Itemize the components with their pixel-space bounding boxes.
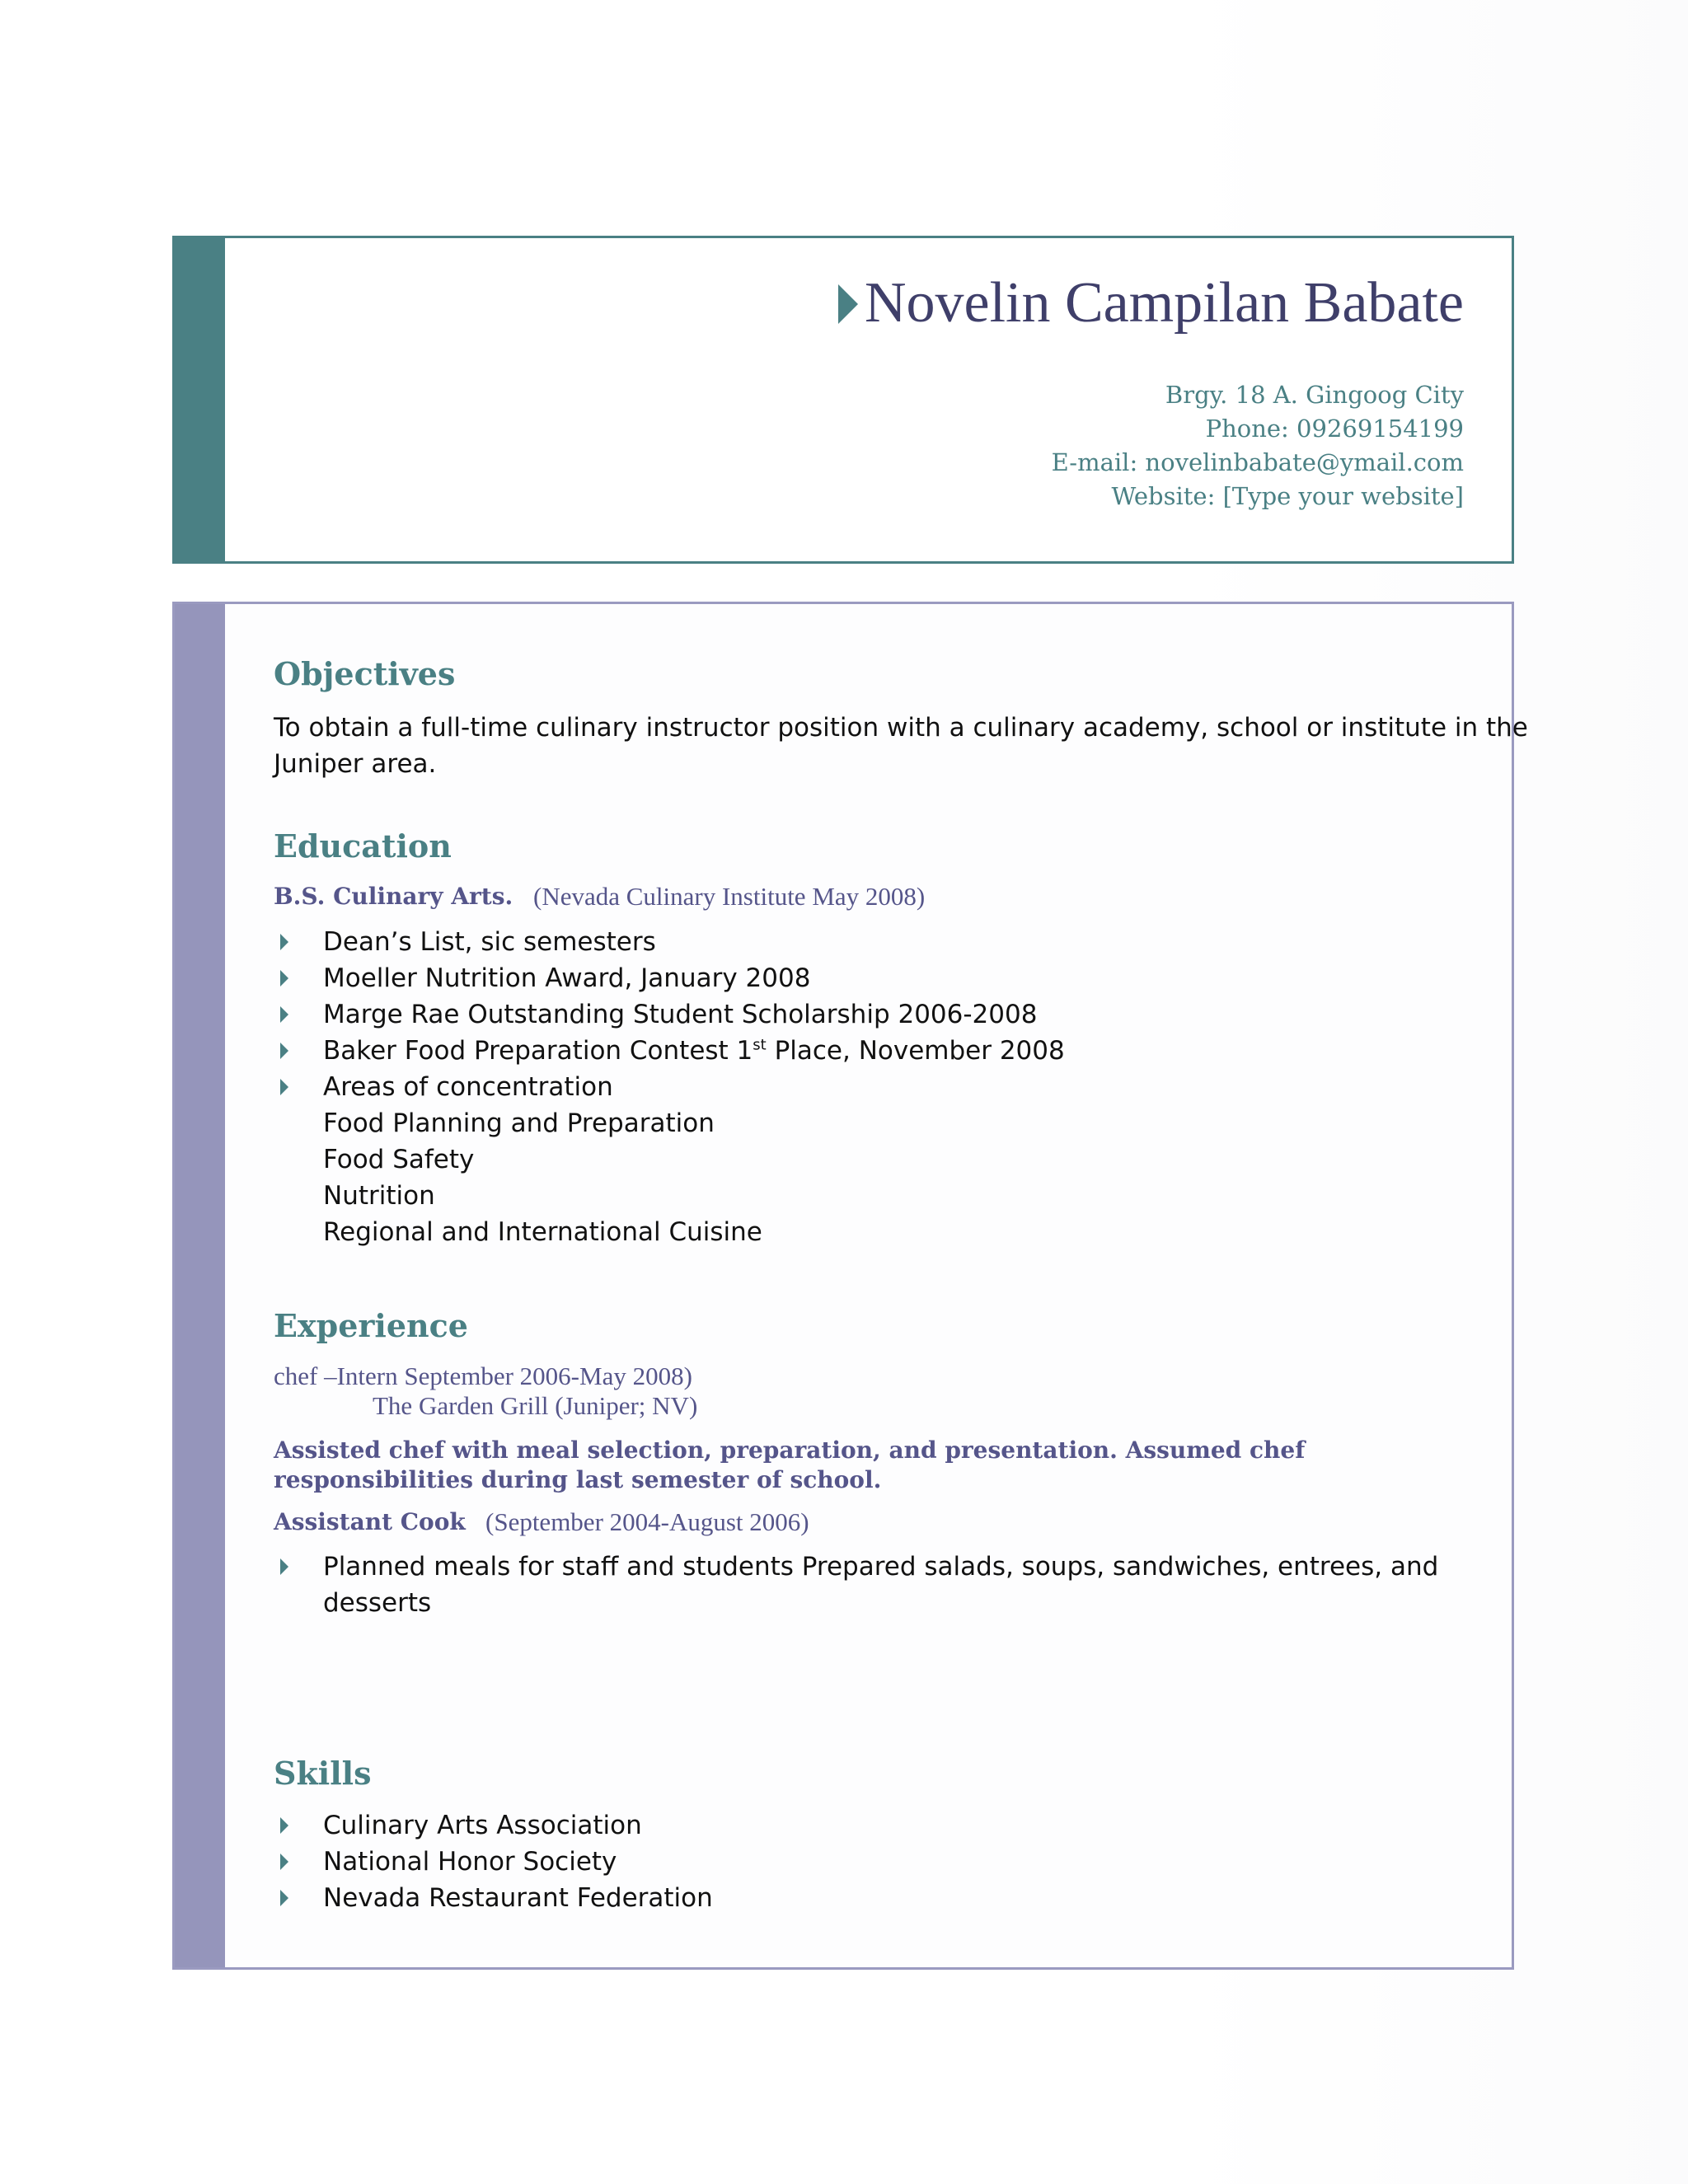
- institution: (Nevada Culinary Institute May 2008): [533, 882, 926, 911]
- triangle-right-icon: [280, 934, 288, 950]
- concentration-list: [323, 1105, 762, 1250]
- body-accent-bar: [175, 604, 225, 1967]
- triangle-right-icon: [280, 1043, 288, 1059]
- triangle-right-icon: [280, 1817, 288, 1834]
- objectives-line-2: Juniper area.: [274, 749, 437, 779]
- job1-place: The Garden Grill (Juniper; NV): [373, 1391, 698, 1420]
- contact-info: [1052, 378, 1464, 513]
- triangle-right-icon: [280, 1006, 288, 1023]
- list-item: Culinary Arts Association: [274, 1807, 713, 1844]
- objectives-line-1: To obtain a full-time culinary instructor position with a culinary academy, school or institute in the: [274, 713, 1528, 743]
- job1-description-line-2: responsibilities during last semester of school.: [274, 1466, 882, 1493]
- triangle-right-icon: [280, 1890, 288, 1906]
- skills-list: [274, 1807, 713, 1916]
- applicant-name: Novelin Campilan Babate: [864, 271, 1464, 335]
- experience-heading: Experience: [274, 1307, 468, 1344]
- list-item: Moeller Nutrition Award, January 2008: [274, 960, 1065, 996]
- resume-body: [172, 602, 1528, 1970]
- triangle-right-icon: [280, 970, 288, 987]
- concentration-item: Regional and International Cuisine: [323, 1217, 762, 1247]
- list-item: Marge Rae Outstanding Student Scholarship 2006-2008: [274, 996, 1065, 1033]
- list-item: Baker Food Preparation Contest 1st Place, November 2008: [274, 1033, 1065, 1069]
- concentration-item: Food Planning and Preparation: [323, 1108, 715, 1138]
- triangle-right-icon: [280, 1854, 288, 1870]
- name-row: [838, 271, 1464, 335]
- list-item: Planned meals for staff and students Prepared salads, soups, sandwiches, entrees, and: [274, 1549, 1438, 1585]
- degree: B.S. Culinary Arts.: [274, 883, 513, 910]
- header-accent-bar: [175, 238, 225, 561]
- triangle-right-icon: [280, 1079, 288, 1095]
- experience-list: [274, 1549, 1438, 1585]
- objectives-heading: Objectives: [274, 655, 456, 692]
- website: Website: [Type your website]: [1111, 482, 1464, 510]
- job2-dates: (September 2004-August 2006): [485, 1507, 809, 1536]
- skills-heading: Skills: [274, 1755, 372, 1792]
- list-item: Nevada Restaurant Federation: [274, 1880, 713, 1916]
- triangle-right-icon: [838, 284, 858, 324]
- job1-description-line-1: Assisted chef with meal selection, preparation, and presentation. Assumed chef: [274, 1436, 1306, 1464]
- education-list: [274, 924, 1065, 1105]
- triangle-right-icon: [280, 1558, 288, 1575]
- job1-title: chef –Intern September 2006-May 2008): [274, 1361, 692, 1390]
- phone: Phone: 09269154199: [1205, 415, 1464, 443]
- list-item: Areas of concentration: [274, 1069, 1065, 1105]
- job2-title: Assistant Cook: [274, 1508, 466, 1535]
- email: E-mail: novelinbabate@ymail.com: [1051, 448, 1464, 476]
- concentration-item: Nutrition: [323, 1181, 435, 1211]
- address: Brgy. 18 A. Gingoog City: [1165, 381, 1464, 409]
- resume-header: [172, 236, 1514, 564]
- list-item: National Honor Society: [274, 1844, 713, 1880]
- list-item: Dean’s List, sic semesters: [274, 924, 1065, 960]
- concentration-item: Food Safety: [323, 1145, 475, 1174]
- job2-bullet-continuation: desserts: [323, 1588, 432, 1618]
- education-heading: Education: [274, 827, 452, 865]
